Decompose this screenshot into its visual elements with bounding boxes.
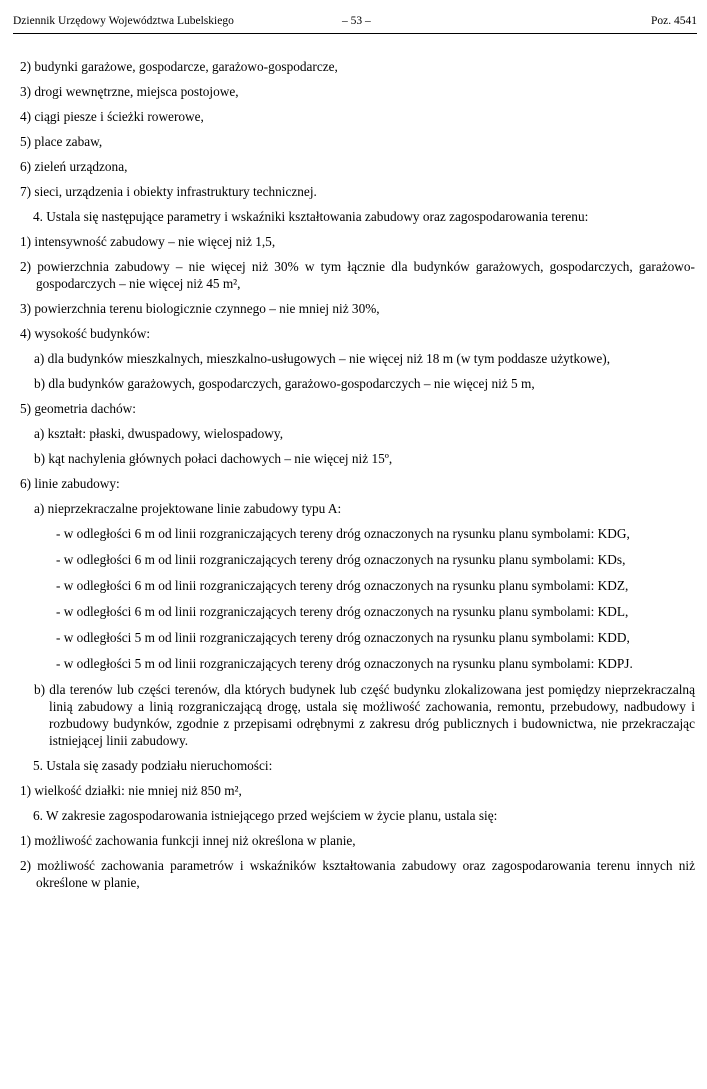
list-item: b) kąt nachylenia głównych połaci dachowych – nie więcej niż 15º, — [34, 451, 393, 466]
list-item: 2) budynki garażowe, gospodarcze, garażowo-gospodarcze, — [20, 59, 338, 74]
list-item: 6) zieleń urządzona, — [20, 159, 128, 174]
list-item: 1) intensywność zabudowy – nie więcej niż 1,5, — [20, 234, 276, 249]
list-item: b) dla terenów lub części terenów, dla których budynek lub część budynku zlokalizowana jest pomiędzy nieprzekraczalną linią zabudowy a linią rozgraniczającą drogę, ustala się możliwość zachowania, remontu, przebudowy, nadbudowy i rozbudowy budynków, zgodnie z przepisami odrębnymi z zakresu dróg publicznych i budownictwa, nie przekraczając istniejącej linii zabudowy. — [34, 682, 695, 748]
list-item: 6) linie zabudowy: — [20, 476, 120, 491]
list-item: - w odległości 5 m od linii rozgraniczających tereny dróg oznaczonych na rysunku planu symbolami: KDD, — [56, 630, 630, 645]
list-item: - w odległości 5 m od linii rozgraniczających tereny dróg oznaczonych na rysunku planu symbolami: KDPJ. — [56, 656, 633, 671]
section-paragraph: 4. Ustala się następujące parametry i wskaźniki kształtowania zabudowy oraz zagospodarowania terenu: — [33, 209, 589, 224]
section-paragraph: 6. W zakresie zagospodarowania istniejącego przed wejściem w życie planu, ustala się: — [33, 808, 498, 823]
position-number: Poz. 4541 — [651, 15, 697, 27]
list-item: 5) place zabaw, — [20, 134, 103, 149]
list-item: - w odległości 6 m od linii rozgraniczających tereny dróg oznaczonych na rysunku planu symbolami: KDZ, — [56, 578, 629, 593]
list-item: 5) geometria dachów: — [20, 401, 136, 416]
list-item: 7) sieci, urządzenia i obiekty infrastruktury technicznej. — [20, 184, 317, 199]
list-item: b) dla budynków garażowych, gospodarczych, garażowo-gospodarczych – nie więcej niż 5 m, — [34, 376, 535, 391]
list-item: 4) ciągi piesze i ścieżki rowerowe, — [20, 109, 204, 124]
list-item: - w odległości 6 m od linii rozgraniczających tereny dróg oznaczonych na rysunku planu symbolami: KDs, — [56, 552, 626, 567]
list-item: 2) możliwość zachowania parametrów i wskaźników kształtowania zabudowy oraz zagospodarowania terenu innych niż określone w planie, — [20, 858, 695, 890]
list-item: - w odległości 6 m od linii rozgraniczających tereny dróg oznaczonych na rysunku planu symbolami: KDG, — [56, 526, 630, 541]
list-item: a) kształt: płaski, dwuspadowy, wielospadowy, — [34, 426, 284, 441]
list-item: 2) powierzchnia zabudowy – nie więcej niż 30% w tym łącznie dla budynków garażowych, gospodarczych, garażowo-gospodarczych – nie więcej niż 45 m², — [20, 259, 695, 291]
list-item: 4) wysokość budynków: — [20, 326, 151, 341]
list-item: a) dla budynków mieszkalnych, mieszkalno-usługowych – nie więcej niż 18 m (w tym poddasze użytkowe), — [34, 351, 611, 366]
list-item: 3) powierzchnia terenu biologicznie czynnego – nie mniej niż 30%, — [20, 301, 380, 316]
document-body — [0, 58, 707, 899]
list-item: a) nieprzekraczalne projektowane linie zabudowy typu A: — [34, 501, 342, 516]
list-item: 1) wielkość działki: nie mniej niż 850 m², — [20, 783, 242, 798]
journal-title: Dziennik Urzędowy Województwa Lubelskiego — [13, 15, 234, 27]
list-item: 1) możliwość zachowania funkcji innej niż określona w planie, — [20, 833, 356, 848]
list-item: 3) drogi wewnętrzne, miejsca postojowe, — [20, 84, 239, 99]
page-number: – 53 – — [342, 15, 371, 27]
section-paragraph: 5. Ustala się zasady podziału nieruchomości: — [33, 758, 273, 773]
list-item: - w odległości 6 m od linii rozgraniczających tereny dróg oznaczonych na rysunku planu symbolami: KDL, — [56, 604, 629, 619]
page-header — [13, 13, 697, 34]
